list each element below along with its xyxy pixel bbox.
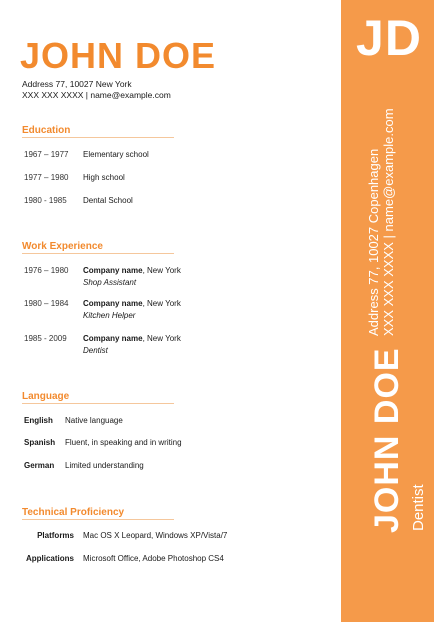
education-date: 1977 – 1980: [24, 173, 69, 182]
experience-date: 1980 – 1984: [24, 299, 69, 308]
language-level: Limited understanding: [65, 461, 144, 470]
language-divider: [22, 403, 174, 404]
experience-position: Kitchen Helper: [83, 311, 136, 320]
education-divider: [22, 137, 174, 138]
language-heading: Language: [22, 391, 70, 402]
technical-category: Platforms: [37, 531, 74, 540]
experience-employer: [83, 334, 181, 343]
language-level: Native language: [65, 416, 123, 425]
sidebar-address: Address 77, 10027 Copenhagen: [366, 148, 381, 336]
sidebar-name: JOHN DOE: [368, 347, 406, 533]
language-name: English: [24, 416, 53, 425]
company-location: , New York: [142, 299, 181, 308]
technical-category: Applications: [25, 554, 74, 563]
technical-detail: Microsoft Office, Adobe Photoshop CS4: [83, 554, 224, 563]
page-title: JOHN DOE: [20, 35, 217, 76]
language-level: Fluent, in speaking and in writing: [65, 438, 182, 447]
education-date: 1980 - 1985: [24, 196, 67, 205]
contact-address: Address 77, 10027 New York: [22, 79, 132, 89]
company-location: , New York: [142, 334, 181, 343]
education-school: Elementary school: [83, 150, 149, 159]
technical-heading: Technical Proficiency: [22, 507, 125, 518]
education-heading: Education: [22, 125, 71, 136]
language-name: German: [24, 461, 55, 470]
experience-heading: Work Experience: [22, 241, 103, 252]
company-name: Company name: [83, 334, 143, 343]
experience-divider: [22, 253, 174, 254]
experience-employer: [83, 266, 181, 275]
company-location: , New York: [142, 266, 181, 275]
company-name: Company name: [83, 299, 143, 308]
technical-detail: Mac OS X Leopard, Windows XP/Vista/7: [83, 531, 228, 540]
experience-date: 1976 – 1980: [24, 266, 69, 275]
initials: JD: [356, 10, 422, 66]
experience-employer: [83, 299, 181, 308]
experience-position: Dentist: [83, 346, 108, 355]
experience-position: Shop Assistant: [83, 278, 137, 287]
education-date: 1967 – 1977: [24, 150, 69, 159]
technical-divider: [22, 519, 174, 520]
education-school: Dental School: [83, 196, 133, 205]
experience-date: 1985 - 2009: [24, 334, 67, 343]
sidebar-role: Dentist: [410, 484, 427, 531]
language-name: Spanish: [24, 438, 56, 447]
sidebar-phone-email: XXX XXX XXXX | name@example.com: [381, 108, 396, 336]
company-name: Company name: [83, 266, 143, 275]
contact-phone-email: XXX XXX XXXX | name@example.com: [22, 90, 171, 100]
education-school: High school: [83, 173, 125, 182]
